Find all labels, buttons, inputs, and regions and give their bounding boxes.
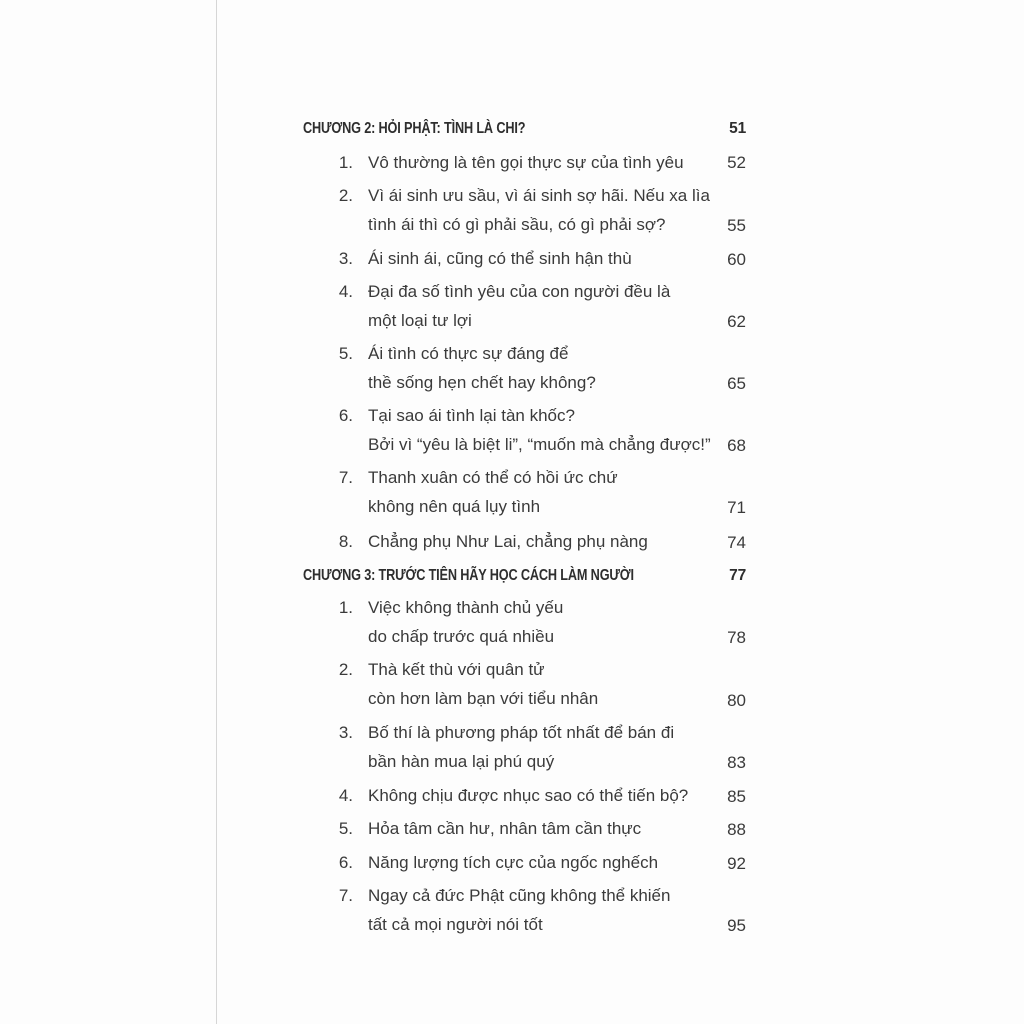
entry-page-number: 83 — [727, 753, 746, 772]
entry-number: 3. — [338, 723, 353, 742]
entry-number: 2. — [338, 660, 353, 679]
entry-page-number: 71 — [727, 498, 746, 517]
entry-title-line: Thanh xuân có thể có hồi ức chứ — [368, 468, 618, 487]
entry-title-line: Ngay cả đức Phật cũng không thể khiến — [368, 886, 671, 905]
entry-number: 4. — [338, 282, 353, 301]
entry-title-line: do chấp trước quá nhiều — [368, 627, 555, 646]
chapter-page-number: 51 — [729, 120, 746, 137]
entry-title-line: Tại sao ái tình lại tàn khốc? — [368, 406, 575, 425]
entry-number: 5. — [338, 819, 353, 838]
entry-number: 3. — [338, 249, 353, 268]
chapter-title: CHƯƠNG 3: TRƯỚC TIÊN HÃY HỌC CÁCH LÀM NGƯỜI — [303, 567, 634, 584]
entry-title-line: không nên quá lụy tình — [368, 497, 541, 516]
entry-title-line: Đại đa số tình yêu của con người đều là — [368, 282, 671, 301]
entry-page-number: 80 — [727, 691, 746, 710]
entry-title-line: thề sống hẹn chết hay không? — [368, 373, 596, 392]
entry-title-line: Không chịu được nhục sao có thể tiến bộ? — [368, 786, 689, 805]
entry-page-number: 95 — [727, 916, 746, 935]
entry-title-line: Vì ái sinh ưu sầu, vì ái sinh sợ hãi. Nếu xa lìa — [368, 186, 710, 205]
entry-title-line: Bởi vì “yêu là biệt li”, “muốn mà chẳng được!” — [368, 435, 711, 454]
chapter-page-number: 77 — [729, 567, 746, 584]
entry-page-number: 60 — [727, 250, 746, 269]
entry-page-number: 55 — [727, 216, 746, 235]
entry-number: 1. — [338, 598, 353, 617]
entry-title-line: bần hàn mua lại phú quý — [368, 752, 555, 771]
entry-title-line: còn hơn làm bạn với tiểu nhân — [368, 689, 599, 708]
entry-title-line: Thà kết thù với quân tử — [368, 660, 545, 679]
entry-title-line: tình ái thì có gì phải sầu, có gì phải sợ? — [368, 215, 666, 234]
entry-number: 7. — [338, 468, 353, 487]
entry-title-line: tất cả mọi người nói tốt — [368, 915, 543, 934]
entry-page-number: 88 — [727, 820, 746, 839]
entry-title-line: Việc không thành chủ yếu — [368, 598, 564, 617]
entry-title-line: Ái tình có thực sự đáng để — [368, 344, 569, 363]
entry-number: 6. — [338, 853, 353, 872]
chapter-title: CHƯƠNG 2: HỎI PHẬT: TÌNH LÀ CHI? — [303, 120, 526, 137]
entry-page-number: 85 — [727, 787, 746, 806]
entry-title-line: Chẳng phụ Như Lai, chẳng phụ nàng — [368, 532, 648, 551]
entry-page-number: 68 — [727, 436, 746, 455]
entry-title-line: Ái sinh ái, cũng có thể sinh hận thù — [368, 249, 632, 268]
entry-title-line: một loại tư lợi — [368, 311, 472, 330]
entry-number: 1. — [338, 153, 353, 172]
entry-number: 7. — [338, 886, 353, 905]
entry-page-number: 62 — [727, 312, 746, 331]
entry-title-line: Năng lượng tích cực của ngốc nghếch — [368, 853, 659, 872]
entry-number: 8. — [338, 532, 353, 551]
entry-number: 4. — [338, 786, 353, 805]
entry-title-line: Vô thường là tên gọi thực sự của tình yêu — [368, 153, 684, 172]
entry-page-number: 74 — [727, 533, 746, 552]
entry-page-number: 92 — [727, 854, 746, 873]
chapter-heading — [303, 120, 746, 146]
entry-number: 6. — [338, 406, 353, 425]
entry-page-number: 78 — [727, 628, 746, 647]
entry-number: 2. — [338, 186, 353, 205]
entry-title-line: Hỏa tâm cần hư, nhân tâm cần thực — [368, 819, 642, 838]
entry-page-number: 52 — [727, 153, 746, 172]
chapter-heading — [303, 567, 746, 593]
entry-number: 5. — [338, 344, 353, 363]
entry-title-line: Bố thí là phương pháp tốt nhất để bán đi — [368, 723, 675, 742]
gutter-line — [216, 0, 217, 1024]
entry-page-number: 65 — [727, 374, 746, 393]
